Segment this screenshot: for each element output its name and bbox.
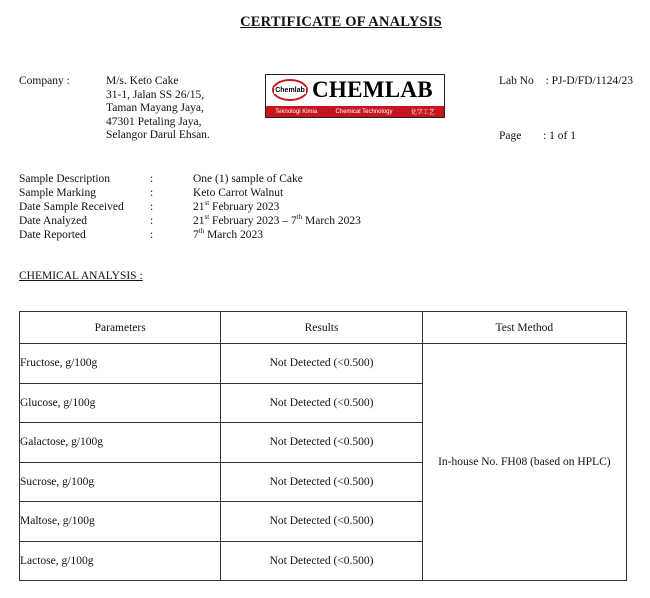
sample-description-label: Sample Description — [19, 173, 111, 185]
ordinal-suffix: th — [198, 227, 205, 236]
logo-mark-text: Chemlab — [275, 86, 305, 94]
day: 7 — [290, 215, 297, 227]
parameter-cell: Sucrose, g/100g — [20, 462, 221, 502]
result-cell: Not Detected (<0.500) — [221, 383, 422, 423]
chemical-analysis-heading: CHEMICAL ANALYSIS : — [19, 270, 143, 282]
result-cell: Not Detected (<0.500) — [221, 541, 422, 581]
ordinal-suffix: st — [204, 199, 210, 208]
result-cell: Not Detected (<0.500) — [221, 423, 422, 463]
logo-name: CHEMLAB — [312, 77, 433, 102]
month-year: February 2023 — [209, 201, 280, 213]
parameter-cell: Glucose, g/100g — [20, 383, 221, 423]
colon: : — [150, 187, 154, 199]
date-received-label: Date Sample Received — [19, 201, 124, 213]
day: 21 — [193, 215, 205, 227]
result-cell: Not Detected (<0.500) — [221, 344, 422, 384]
page-value: : 1 of 1 — [543, 130, 577, 142]
date-received-value — [193, 201, 279, 213]
page-label: Page — [499, 130, 522, 142]
ordinal-suffix: th — [296, 213, 303, 222]
company-label: Company : — [19, 75, 70, 87]
address-line: Taman Mayang Jaya, — [106, 102, 204, 115]
logo-tagline-item: 化学工艺 — [410, 110, 435, 116]
result-cell: Not Detected (<0.500) — [221, 462, 422, 502]
sample-marking-label: Sample Marking — [19, 187, 96, 199]
address-line: 31-1, Jalan SS 26/15, — [106, 88, 205, 101]
chemlab-emblem-icon — [272, 79, 308, 101]
header-parameters: Parameters — [20, 312, 221, 344]
month-year: February 2023 – — [209, 215, 291, 227]
date-reported-label: Date Reported — [19, 229, 86, 241]
lab-no-label: Lab No — [499, 75, 534, 87]
parameter-cell: Maltose, g/100g — [20, 502, 221, 542]
date-analyzed-value — [193, 215, 361, 227]
colon: : — [150, 229, 154, 241]
sample-description-value: One (1) sample of Cake — [193, 173, 303, 185]
lab-number — [499, 75, 633, 87]
document-title: CERTIFICATE OF ANALYSIS — [240, 14, 442, 30]
day: 7 — [193, 229, 199, 241]
colon: : — [150, 173, 154, 185]
address-line: 47301 Petaling Jaya, — [106, 115, 202, 128]
table-header-row — [20, 312, 627, 344]
colon: : — [150, 201, 154, 213]
result-cell: Not Detected (<0.500) — [221, 502, 422, 542]
lab-no-value: : PJ-D/FD/1124/23 — [545, 75, 633, 87]
test-method-cell: In-house No. FH08 (based on HPLC) — [422, 344, 626, 581]
parameter-cell: Lactose, g/100g — [20, 541, 221, 581]
address-line: Selangor Darul Ehsan. — [106, 129, 210, 142]
ordinal-suffix: st — [204, 213, 210, 222]
company-address — [106, 75, 210, 143]
date-analyzed-label: Date Analyzed — [19, 215, 88, 227]
date-reported-value — [193, 229, 263, 241]
month-year: March 2023 — [204, 229, 263, 241]
colon: : — [150, 215, 154, 227]
page-number — [499, 130, 576, 142]
header-results: Results — [221, 312, 422, 344]
logo-tagline-item: Chemical Technology — [335, 108, 393, 115]
logo-tagline-item: Teknologi Kimia — [275, 108, 318, 115]
month-year: March 2023 — [302, 215, 361, 227]
parameter-cell: Fructose, g/100g — [20, 344, 221, 384]
logo-tagline-bar — [266, 106, 444, 117]
header-test-method: Test Method — [422, 312, 626, 344]
results-table — [19, 311, 627, 581]
day: 21 — [193, 201, 205, 213]
table-row — [20, 344, 627, 384]
sample-marking-value: Keto Carrot Walnut — [193, 187, 284, 199]
chemlab-logo — [265, 74, 445, 118]
parameter-cell: Galactose, g/100g — [20, 423, 221, 463]
address-line: M/s. Keto Cake — [106, 75, 179, 87]
